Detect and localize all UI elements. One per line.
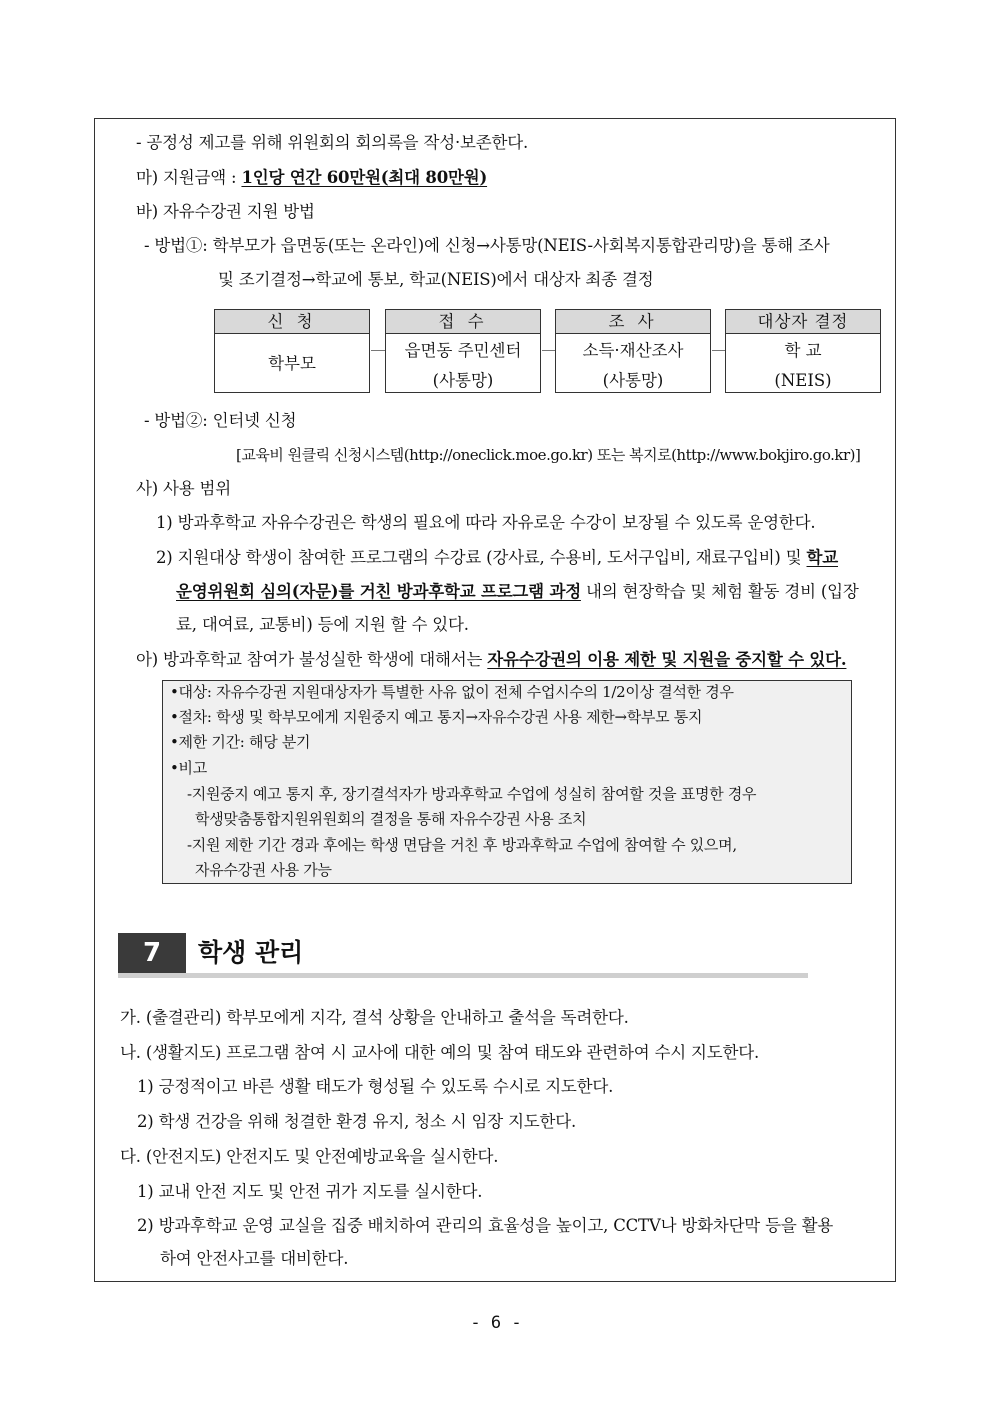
- flow-step-body: 읍면동 주민센터: [404, 341, 522, 360]
- flow-connector: [371, 350, 385, 351]
- method2-links: [교육비 원클릭 신청시스템(http://oneclick.moe.go.kr) 또는 복지로(http://www.bokjiro.go.kr)]: [236, 446, 861, 464]
- guidance-item-2: 2) 학생 건강을 위해 청결한 환경 유지, 청소 시 임장 지도한다.: [137, 1112, 577, 1131]
- flow-step-head: 대상자 결정: [726, 310, 880, 334]
- fairness-line: - 공정성 제고를 위해 위원회의 회의록을 작성·보존한다.: [136, 133, 528, 152]
- usage-item-2-line1: 2) 지원대상 학생이 참여한 프로그램의 수강료 (강사료, 수용비, 도서구입비, 재료구입비) 및 학교: [156, 548, 838, 567]
- flow-step-decide: [725, 309, 881, 393]
- note-remark-1b: 학생맞춤통합지원위원회의 결정을 통해 자유수강권 사용 조치: [195, 810, 587, 828]
- suspension-note-box: [162, 680, 852, 884]
- flow-step-head: 조 사: [556, 310, 710, 334]
- application-flow-diagram: [214, 309, 882, 395]
- method1-line1: - 방법①: 학부모가 읍면동(또는 온라인)에 신청→사통망(NEIS-사회복지통합관리망)을 통해 조사: [144, 236, 830, 255]
- note-target: •대상: 자유수강권 지원대상자가 특별한 사유 없이 전체 수업시수의 1/2이상 결석한 경우: [170, 683, 734, 701]
- guidance-line: 나. (생활지도) 프로그램 참여 시 교사에 대한 예의 및 참여 태도와 관련하여 수시 지도한다.: [120, 1043, 760, 1062]
- method1-line2: 및 조기결정→학교에 통보, 학교(NEIS)에서 대상자 최종 결정: [218, 270, 654, 289]
- note-remark-2b: 자유수강권 사용 가능: [195, 861, 332, 879]
- flow-step-body: 학 교: [784, 341, 822, 360]
- usage-heading: 사) 사용 범위: [136, 479, 232, 498]
- method2-line: - 방법②: 인터넷 신청: [144, 411, 297, 430]
- note-remark-heading: •비고: [170, 759, 207, 777]
- flow-step-head: 신 청: [215, 310, 369, 334]
- section-underline: [118, 973, 808, 978]
- flow-step-body: 소득·재산조사: [582, 341, 684, 360]
- flow-step-body-sub: (사통망): [602, 371, 664, 390]
- flow-connector: [712, 350, 726, 351]
- note-procedure: •절차: 학생 및 학부모에게 지원중지 예고 통지→자유수강권 사용 제한→학부모 통지: [170, 708, 703, 726]
- usage-item-2-line3: 료, 대여료, 교통비) 등에 지원 할 수 있다.: [176, 615, 469, 634]
- method-heading: 바) 자유수강권 지원 방법: [136, 202, 315, 221]
- support-amount-label: 마) 지원금액 :: [136, 168, 242, 187]
- usage-item-1: 1) 방과후학교 자유수강권은 학생의 필요에 따라 자유로운 수강이 보장될 수 있도록 운영한다.: [156, 513, 816, 532]
- flow-step-body: 학부모: [268, 354, 316, 373]
- flow-step-investigate: [555, 309, 711, 393]
- safety-item-2-line2: 하여 안전사고를 대비한다.: [160, 1249, 349, 1268]
- note-remark-2a: -지원 제한 기간 경과 후에는 학생 면담을 거친 후 방과후학교 수업에 참여할 수 있으며,: [187, 836, 737, 854]
- flow-step-head: 접 수: [386, 310, 540, 334]
- flow-step-body-sub: (NEIS): [774, 371, 832, 390]
- section-title: 학생 관리: [198, 938, 304, 967]
- usage-item-2-line2: 운영위원회 심의(자문)를 거친 방과후학교 프로그램 과정 내의 현장학습 및 체험 활동 경비 (입장: [176, 582, 859, 601]
- flow-step-apply: [214, 309, 370, 393]
- flow-step-receive: [385, 309, 541, 393]
- flow-step-body-sub: (사통망): [432, 371, 494, 390]
- note-remark-1a: -지원중지 예고 통지 후, 장기결석자가 방과후학교 수업에 성실히 참여할 것을 표명한 경우: [187, 785, 757, 803]
- page-number: - 6 -: [470, 1313, 522, 1333]
- note-period: •제한 기간: 해당 분기: [170, 733, 311, 751]
- flow-connector: [542, 350, 556, 351]
- guidance-item-1: 1) 긍정적이고 바른 생활 태도가 형성될 수 있도록 수시로 지도한다.: [137, 1077, 614, 1096]
- attendance-line: 가. (출결관리) 학부모에게 지각, 결석 상황을 안내하고 출석을 독려한다.: [120, 1008, 629, 1027]
- safety-item-2-line1: 2) 방과후학교 운영 교실을 집중 배치하여 관리의 효율성을 높이고, CCTV나 방화차단막 등을 활용: [137, 1216, 834, 1235]
- section-number: 7: [118, 933, 186, 973]
- safety-line: 다. (안전지도) 안전지도 및 안전예방교육을 실시한다.: [120, 1147, 499, 1166]
- suspension-line: 아) 방과후학교 참여가 불성실한 학생에 대해서는 자유수강권의 이용 제한 및 지원을 중지할 수 있다.: [136, 650, 847, 669]
- safety-item-1: 1) 교내 안전 지도 및 안전 귀가 지도를 실시한다.: [137, 1182, 483, 1201]
- support-amount-line: [136, 167, 487, 189]
- support-amount-value: 1인당 연간 60만원(최대 80만원): [241, 168, 488, 187]
